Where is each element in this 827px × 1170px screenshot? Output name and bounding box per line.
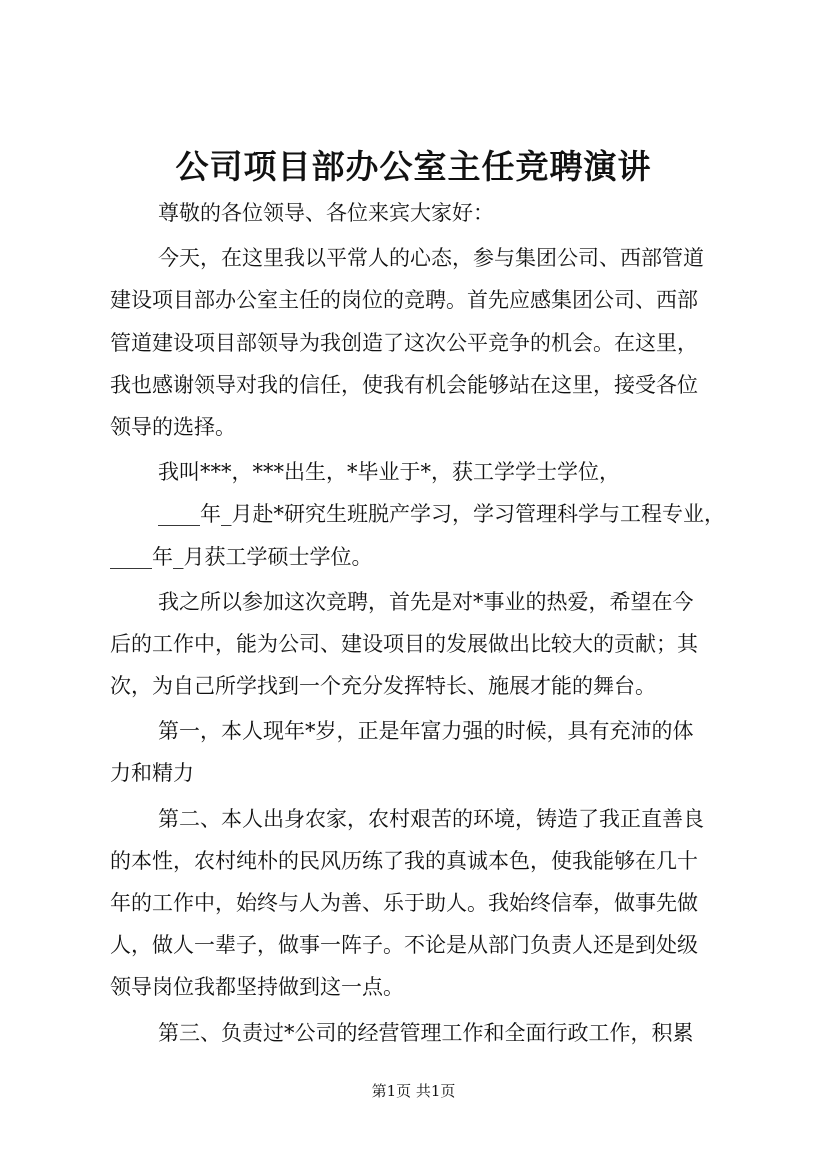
paragraph-1-line-1: 今天，在这里我以平常人的心态，参与集团公司、西部管道	[158, 246, 704, 271]
paragraph-1-line-4: 我也感谢领导对我的信任，使我有机会能够站在这里，接受各位	[110, 372, 698, 397]
salutation-line: 尊敬的各位领导、各位来宾大家好：	[158, 201, 494, 225]
paragraph-2-line-2: ____年_月赴*研究生班脱产学习，学习管理科学与工程专业，	[158, 502, 725, 527]
paragraph-3-line-2: 后的工作中，能为公司、建设项目的发展做出比较大的贡献；其	[110, 631, 698, 656]
paragraph-6-line-1: 第三、负责过*公司的经营管理工作和全面行政工作，积累	[158, 1020, 694, 1045]
paragraph-4-line-1: 第一，本人现年*岁，正是年富力强的时候，具有充沛的体	[158, 719, 694, 744]
paragraph-1-line-3: 管道建设项目部领导为我创造了这次公平竞争的机会。在这里，	[110, 330, 698, 355]
paragraph-2-line-1: 我叫***，***出生，*毕业于*，获工学学士学位，	[158, 460, 620, 485]
page-number-footer: 第1页 共1页	[371, 1082, 456, 1100]
document-body	[110, 192, 730, 1054]
paragraph-3-line-3: 次，为自己所学找到一个充分发挥特长、施展才能的舞台。	[110, 674, 656, 699]
paragraph-4-line-2: 力和精力	[110, 761, 194, 786]
document-title: 公司项目部办公室主任竞聘演讲	[175, 147, 652, 186]
paragraph-5-line-4: 人，做人一辈子，做事一阵子。不论是从部门负责人还是到处级	[110, 933, 698, 958]
paragraph-3-line-1: 我之所以参加这次竞聘，首先是对*事业的热爱，希望在今	[158, 589, 694, 614]
paragraph-5-line-3: 年的工作中，始终与人为善、乐于助人。我始终信奉，做事先做	[110, 891, 698, 915]
paragraph-5-line-2: 的本性，农村纯朴的民风历练了我的真诚本色，使我能够在几十	[110, 848, 698, 873]
paragraph-1-line-2: 建设项目部办公室主任的岗位的竞聘。首先应感集团公司、西部	[110, 288, 698, 313]
paragraph-5-line-1: 第二、本人出身农家，农村艰苦的环境，铸造了我正直善良	[158, 806, 704, 831]
paragraph-2-line-3: ____年_月获工学硕士学位。	[110, 544, 373, 569]
paragraph-5-line-5: 领导岗位我都坚持做到这一点。	[110, 975, 404, 1000]
paragraph-1-line-5: 领导的选择。	[110, 414, 236, 439]
